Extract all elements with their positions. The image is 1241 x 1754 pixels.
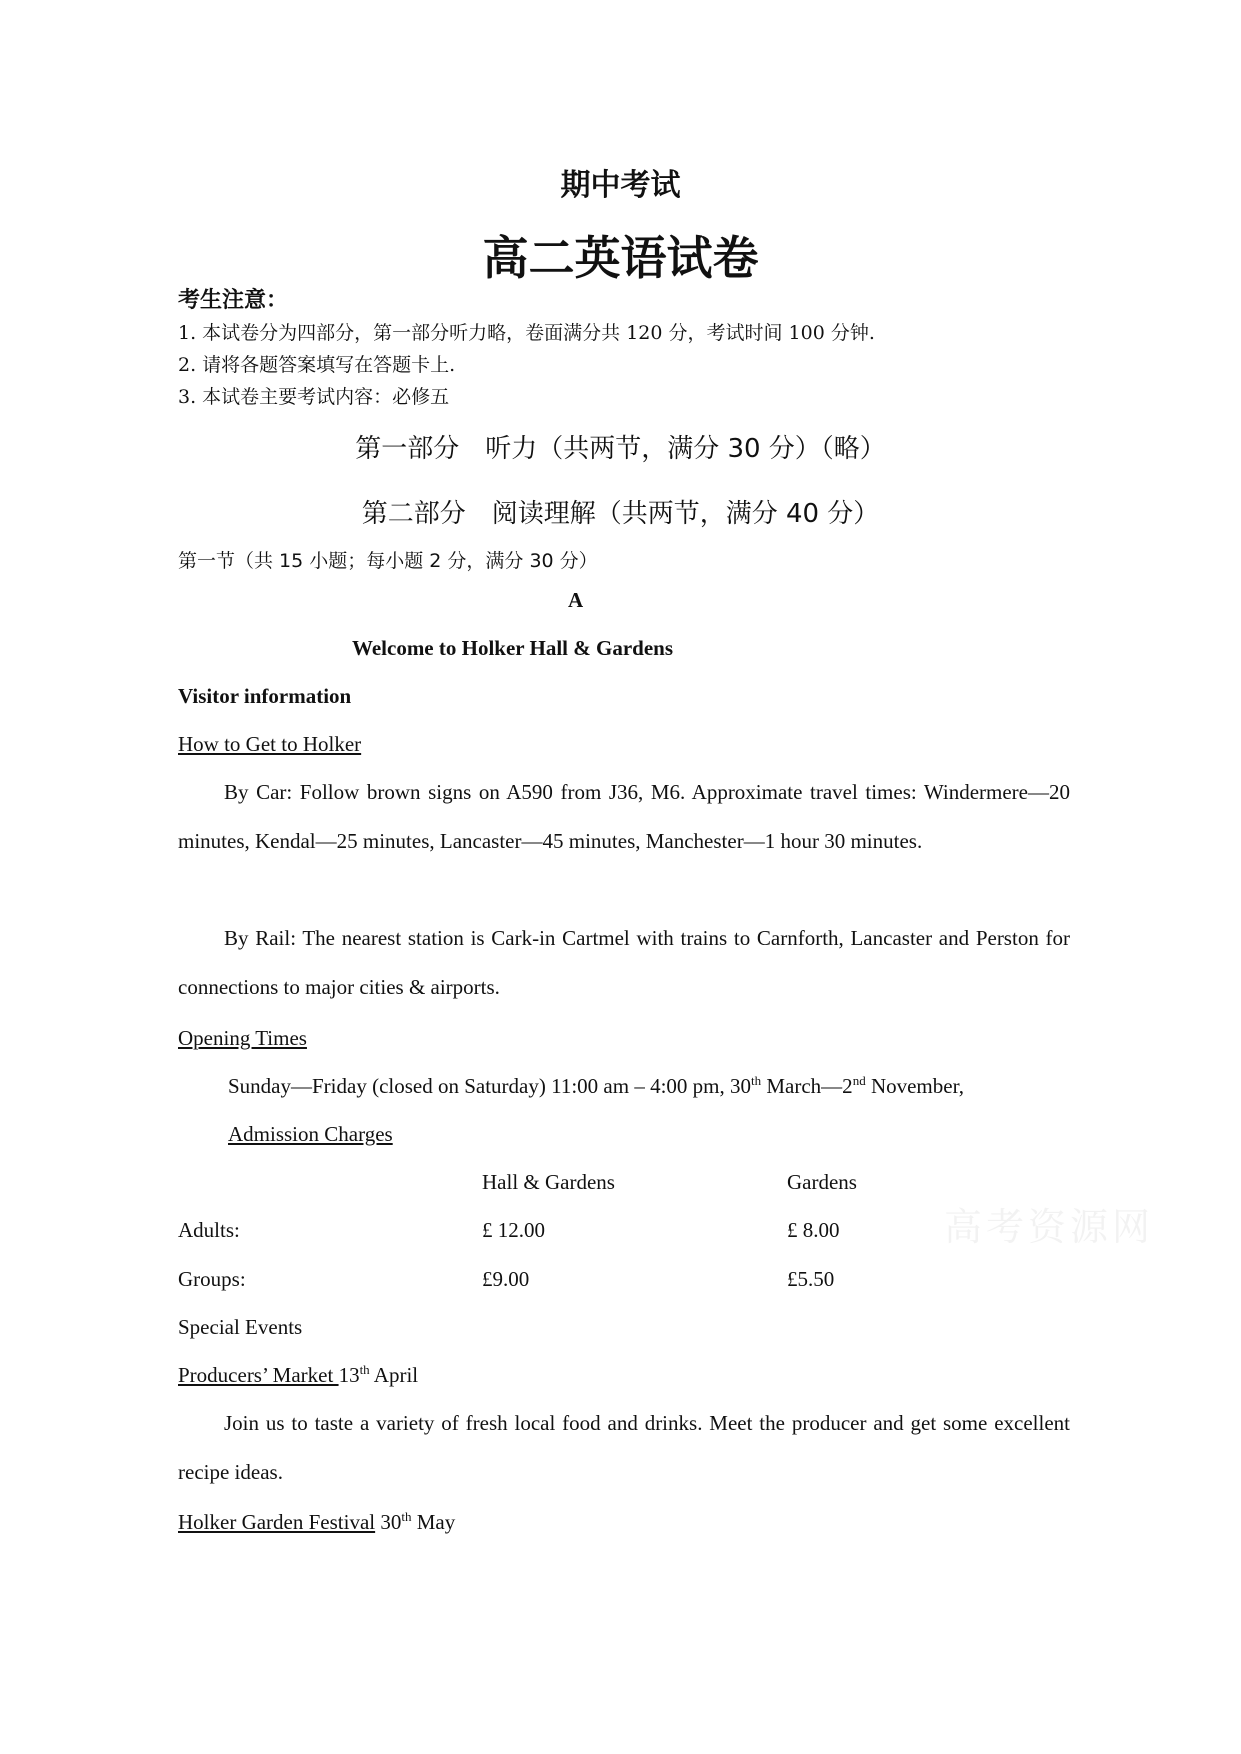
column-header: Hall & Gardens xyxy=(482,1170,615,1194)
how-to-get-heading: How to Get to Holker xyxy=(178,732,362,756)
garden-festival-heading: Holker Garden Festival 30th May xyxy=(178,1509,456,1534)
table-row-label: Groups: xyxy=(178,1267,246,1291)
opening-times-heading: Opening Times xyxy=(178,1026,307,1050)
producers-market-heading: Producers’ Market 13th April xyxy=(178,1362,419,1387)
table-cell: £ 8.00 xyxy=(787,1218,840,1242)
notice-item-3: 3. 本试卷主要考试内容：必修五 xyxy=(178,386,450,408)
paper-title: 高二英语试卷 xyxy=(482,231,759,285)
by-car-paragraph: By Car: Follow brown signs on A590 from J36, M6. Approximate travel times: Windermere—20 minutes, Kendal—25 minutes, Lancaster—45 minutes, Manchester—1 hour 30 minutes. xyxy=(178,780,1070,853)
passage-letter: A xyxy=(568,588,584,612)
notice-item-2: 2. 请将各题答案填写在答题卡上. xyxy=(178,354,456,376)
table-cell: £5.50 xyxy=(787,1267,835,1291)
notice-heading: 考生注意： xyxy=(178,288,289,313)
market-description: Join us to taste a variety of fresh local food and drinks. Meet the producer and get some excellent recipe ideas. xyxy=(178,1411,1070,1484)
table-cell: £ 12.00 xyxy=(482,1218,545,1242)
part2-heading: 第二部分 阅读理解（共两节，满分 40 分） xyxy=(361,499,880,529)
special-events-heading: Special Events xyxy=(178,1315,303,1339)
exam-type-heading: 期中考试 xyxy=(560,168,681,203)
watermark: 高考资源网 xyxy=(944,1205,1155,1249)
table-cell: £9.00 xyxy=(482,1267,530,1291)
visitor-info-heading: Visitor information xyxy=(178,684,352,708)
admission-heading: Admission Charges xyxy=(228,1122,393,1146)
column-header: Gardens xyxy=(787,1170,857,1194)
section1-heading: 第一节（共 15 小题；每小题 2 分，满分 30 分） xyxy=(178,550,598,572)
part1-heading: 第一部分 听力（共两节，满分 30 分）（略） xyxy=(355,434,886,464)
by-rail-paragraph: By Rail: The nearest station is Cark-in Cartmel with trains to Carnforth, Lancaster and Perston for connections to major cities & airports. xyxy=(178,926,1070,999)
passage-title: Welcome to Holker Hall & Gardens xyxy=(352,636,673,660)
opening-times-text: Sunday—Friday (closed on Saturday) 11:00 am – 4:00 pm, 30th March—2nd November, xyxy=(228,1073,964,1098)
table-row-label: Adults: xyxy=(178,1218,240,1242)
notice-item-1: 1. 本试卷分为四部分，第一部分听力略，卷面满分共 120 分，考试时间 100 分钟. xyxy=(178,322,875,344)
